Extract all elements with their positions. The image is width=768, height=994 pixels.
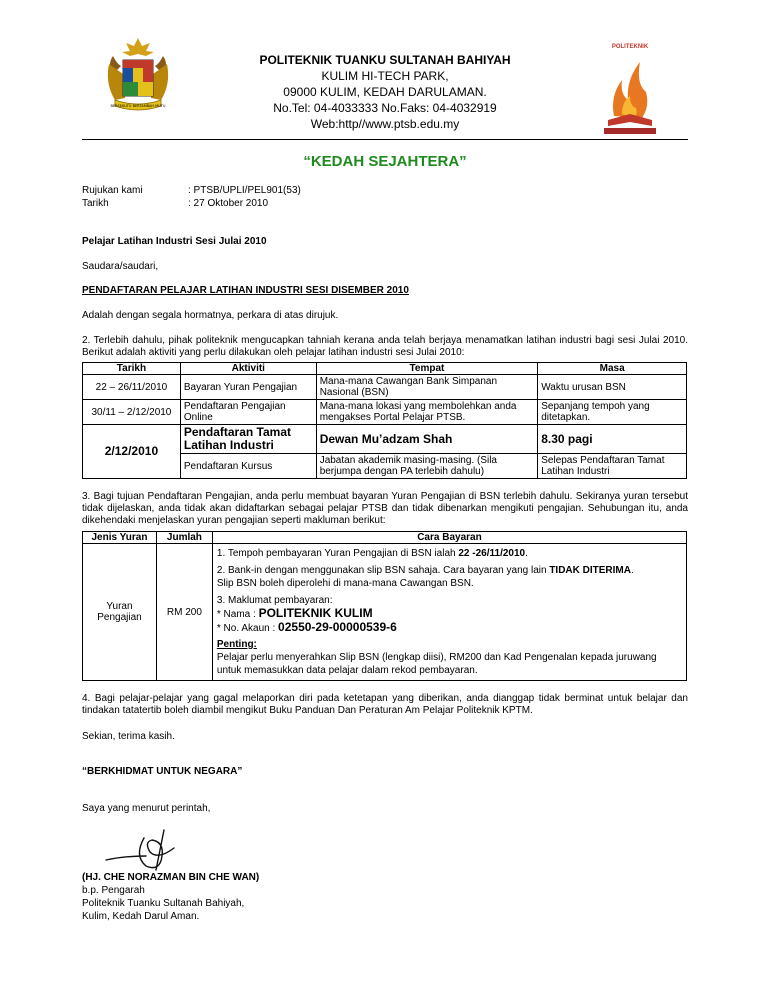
cell: Selepas Pendaftaran Tamat Latihan Industri — [538, 454, 687, 479]
cell: 22 – 26/11/2010 — [83, 375, 181, 400]
table-row — [83, 544, 687, 681]
signature-icon — [104, 826, 194, 872]
address-line-1: KULIM HI-TECH PARK, — [321, 69, 449, 83]
logo-text: POLITEKNIK — [611, 44, 649, 50]
subject: PENDAFTARAN PELAJAR LATIHAN INDUSTRI SESI DISEMBER 2010 — [82, 285, 409, 296]
fees-table — [82, 531, 687, 681]
cell: Waktu urusan BSN — [538, 375, 687, 400]
activities-table — [82, 362, 687, 479]
payment-step-1: 1. Tempoh pembayaran Yuran Pengajian di BSN ialah 22 -26/11/2010. — [216, 548, 528, 559]
table-row — [83, 400, 687, 425]
phone-fax: No.Tel: 04-4033333 No.Faks: 04-4032919 — [273, 101, 497, 115]
cell: Dewan Mu’adzam Shah — [316, 425, 538, 454]
motto: “KEDAH SEJAHTERA” — [303, 153, 467, 170]
cell: Jabatan akademik masing-masing. (Sila berjumpa dengan PA terlebih dahulu) — [316, 454, 538, 479]
date-value: : 27 Oktober 2010 — [188, 198, 269, 209]
date-label: Tarikh — [82, 198, 109, 209]
reference-block — [82, 184, 301, 210]
signatory-block — [82, 871, 688, 923]
col-cara-bayaran: Cara Bayaran — [212, 532, 686, 544]
ref-value: : PTSB/UPLI/PEL901(53) — [188, 185, 301, 196]
politeknik-logo-icon — [600, 40, 660, 136]
order-line: Saya yang menurut perintah, — [82, 803, 211, 814]
payment-step-2-note: Slip BSN boleh diperolehi di mana-mana Cawangan BSN. — [216, 578, 474, 589]
intro-paragraph: Adalah dengan segala hormatnya, perkara di atas dirujuk. — [82, 310, 339, 321]
important-label: Penting: — [216, 639, 257, 650]
cell: Mana-mana lokasi yang membolehkan anda mengakses Portal Pelajar PTSB. — [316, 400, 538, 425]
payment-account-no: * No. Akaun : 02550-29-00000539-6 — [216, 620, 397, 634]
signatory-institution: Politeknik Tuanku Sultanah Bahiyah, — [82, 898, 245, 909]
payment-method — [212, 544, 686, 681]
cell: Bayaran Yuran Pengajian — [180, 375, 316, 400]
address-line-2: 09000 KULIM, KEDAH DARULAMAN. — [283, 85, 487, 99]
ref-label: Rujukan kami — [82, 185, 143, 196]
paragraph-2: 2. Terlebih dahulu, pihak politeknik mengucapkan tahniah kerana anda telah berjaya menamatkan latihan industri bagi sesi Julai 2010. Berikut adalah aktiviti yang perlu dilakukan oleh pelajar latihan industri sesi Julai 2010: — [82, 335, 688, 358]
paragraph-3: 3. Bagi tujuan Pendaftaran Pengajian, anda perlu membuat bayaran Yuran Pengajian di BSN terlebih dahulu. Sekiranya yuran tersebut tidak dijelaskan, anda tidak akan didaftarkan sebagai pelajar PTSB dan tidak dibenarkan mengikuti pengajian. Sehubungan itu, anda dikehendaki menjelaskan yuran pengajian seperti makluman berikut: — [82, 491, 688, 526]
fee-type: Yuran Pengajian — [83, 544, 157, 681]
signatory-place: Kulim, Kedah Darul Aman. — [82, 911, 200, 922]
payment-step-2: 2. Bank-in dengan menggunakan slip BSN sahaja. Cara bayaran yang lain TIDAK DITERIMA. — [216, 565, 634, 576]
col-jumlah: Jumlah — [156, 532, 212, 544]
slogan: “BERKHIDMAT UNTUK NEGARA” — [82, 766, 243, 777]
website: Web:http//www.ptsb.edu.my — [310, 117, 460, 131]
cell: 2/12/2010 — [83, 425, 181, 479]
payment-step-3: 3. Maklumat pembayaran: — [216, 595, 333, 606]
table-header-row — [83, 532, 687, 544]
letterhead — [230, 52, 540, 132]
cell: Sepanjang tempoh yang ditetapkan. — [538, 400, 687, 425]
cell: Pendaftaran Kursus — [180, 454, 316, 479]
header-divider — [82, 139, 688, 140]
svg-text:BERSEKUTU BERTAMBAH MUTU: BERSEKUTU BERTAMBAH MUTU — [110, 104, 166, 108]
col-masa: Masa — [538, 363, 687, 375]
col-tarikh: Tarikh — [83, 363, 181, 375]
table-row — [83, 375, 687, 400]
col-aktiviti: Aktiviti — [180, 363, 316, 375]
table-row — [83, 425, 687, 454]
cell: Pendaftaran Pengajian Online — [180, 400, 316, 425]
col-jenis-yuran: Jenis Yuran — [83, 532, 157, 544]
cell: Pendaftaran Tamat Latihan Industri — [180, 425, 316, 454]
important-note: Pelajar perlu menyerahkan Slip BSN (lengkap diisi), RM200 dan Kad Pengenalan kepada juruwang untuk memasukkan data pelajar dalam rekod pembayaran. — [216, 652, 657, 676]
paragraph-4: 4. Bagi pelajar-pelajar yang gagal melaporkan diri pada ketetapan yang diberikan, anda dianggap tidak berminat untuk belajar dan tindakan tatatertib boleh diambil mengikut Buku Panduan Dan Peraturan Am Pelajar Politeknik KPTM. — [82, 693, 688, 716]
signatory-name: (HJ. CHE NORAZMAN BIN CHE WAN) — [82, 872, 260, 883]
recipient: Pelajar Latihan Industri Sesi Julai 2010 — [82, 236, 267, 247]
cell: 8.30 pagi — [538, 425, 687, 454]
coat-of-arms-icon — [103, 34, 173, 120]
table-header-row — [83, 363, 687, 375]
cell: 30/11 – 2/12/2010 — [83, 400, 181, 425]
col-tempat: Tempat — [316, 363, 538, 375]
payment-account-name: * Nama : POLITEKNIK KULIM — [216, 606, 373, 620]
signatory-title: b.p. Pengarah — [82, 885, 145, 896]
salutation: Saudara/saudari, — [82, 261, 159, 272]
fee-amount: RM 200 — [156, 544, 212, 681]
institution-name: POLITEKNIK TUANKU SULTANAH BAHIYAH — [259, 53, 511, 67]
cell: Mana-mana Cawangan Bank Simpanan Nasional (BSN) — [316, 375, 538, 400]
closing: Sekian, terima kasih. — [82, 731, 175, 742]
